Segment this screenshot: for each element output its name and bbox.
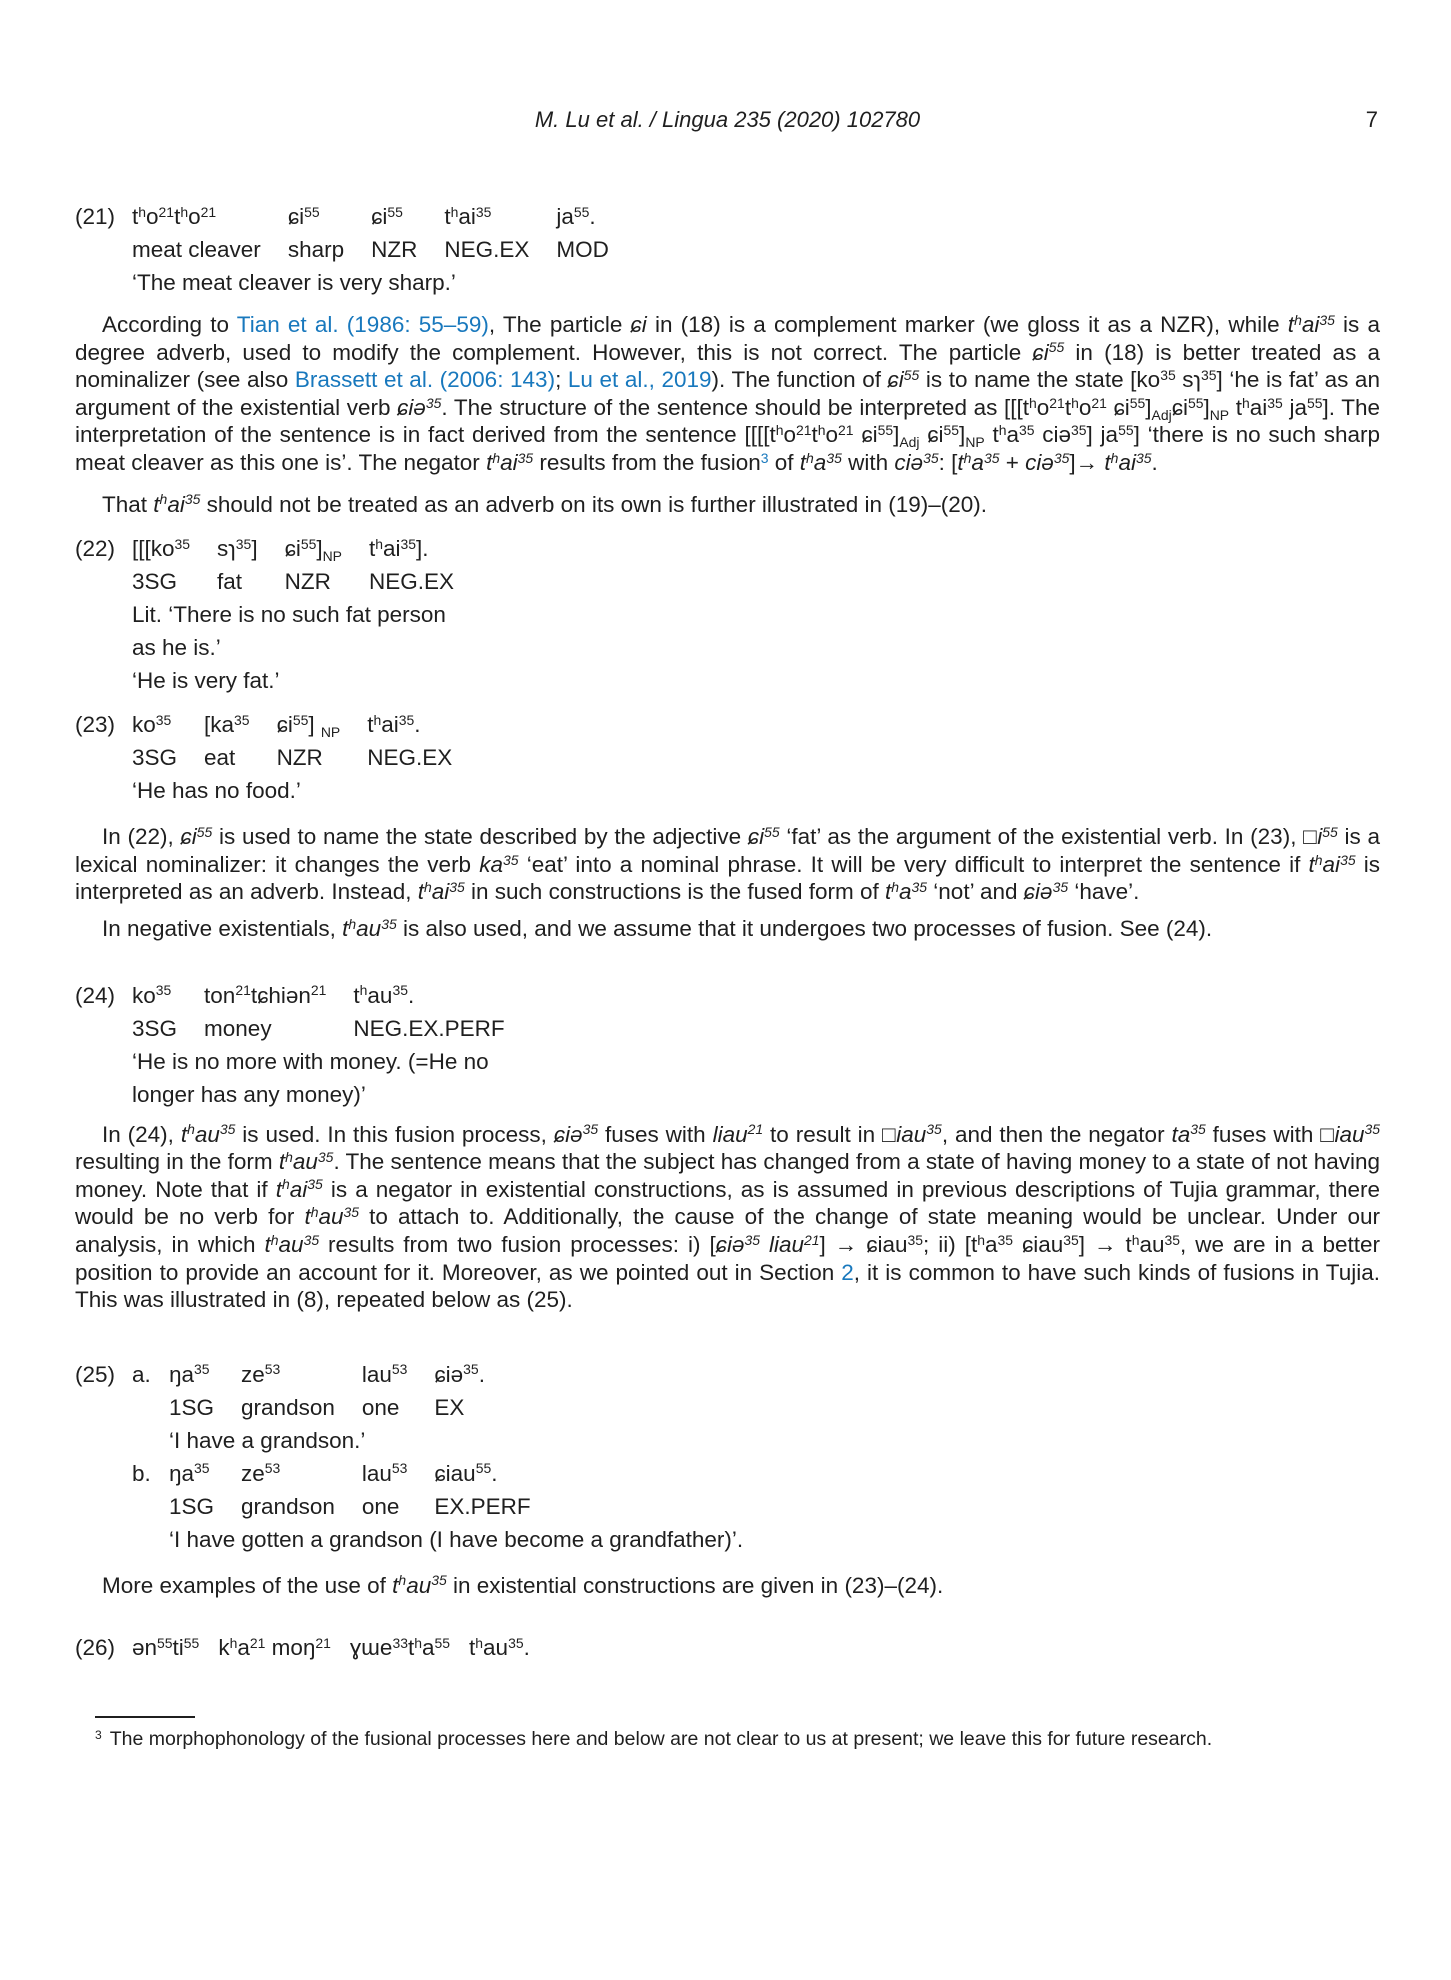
gloss-label: sharp: [287, 237, 345, 262]
gloss-label: NEG.EX.PERF: [353, 1015, 505, 1041]
example-26: [75, 1631, 1380, 1664]
translation-line: Lit. ‘There is no such fat person: [132, 602, 446, 628]
paragraph-discussion-4: In negative existentials, $t^hau^{35}$ is also used, and we assume that it undergoes two processes of fusion. See (24).: [102, 915, 1213, 941]
paragraph-discussion-3: In (22), ɕi$^{55}$ is used to name the state described by the adjective ɕi$^{55}$ ‘fat’ as the argument of the existential verb. In (23), $□i^{55}$ is a lexical nominalizer: it changes the verb $ka^{35}$ ‘eat’ into a nominal phrase. It will be very difficult to interpret the sentence if $t^hai^{35}$ is interpreted as an adverb. Instead, $t^hai^{35}$ in such constructions is the fused form of $t^ha^{35}$ ‘not’ and ɕiə$^{35}$ ‘have’.: [75, 823, 1381, 905]
footnote-body: The morphophonology of the fusional processes here and below are not clear to us at present; we leave this for future research.: [109, 1728, 1213, 1751]
phonetic-word: $ja^{55}$.: [556, 203, 596, 229]
gloss-label: EX.PERF: [434, 1493, 531, 1519]
paragraph-discussion-2: That $t^hai^{35}$ should not be treated as an adverb on its own is further illustrated in (19)–(20).: [102, 491, 988, 517]
translation-line: longer has any money)’: [132, 1081, 366, 1107]
free-translation: [169, 1523, 743, 1556]
gloss-column: [204, 708, 250, 774]
gloss-label: EX: [434, 1394, 465, 1420]
citation-link-brassett-2006[interactable]: Brassett et al. (2006: 143): [294, 367, 556, 393]
phonetic-word: [[[$ko^{35}$: [132, 535, 191, 562]
example-number: (23): [75, 712, 116, 738]
translation-line: ‘He is very fat.’: [132, 668, 280, 694]
translation-line: ‘I have gotten a grandson (I have become a grandfather)’.: [169, 1526, 744, 1552]
gloss-column: [362, 1358, 408, 1424]
footnote-area: [75, 1716, 1380, 1752]
example-number: (26): [75, 1635, 116, 1661]
gloss-label: grandson: [241, 1394, 335, 1420]
phonetic-word: lau$^{53}$: [361, 1361, 408, 1387]
sub-example-label: a.: [132, 1361, 151, 1387]
gloss-column: [169, 1457, 214, 1523]
free-translation: [132, 598, 1380, 697]
example-body: [132, 979, 1380, 1111]
footnote-rule: [95, 1716, 195, 1718]
phonetic-word: $ɕi^{55}]_{NP}$: [284, 535, 342, 564]
free-translation: [132, 1045, 1380, 1111]
page-header: [75, 107, 1380, 137]
sub-example-body: [169, 1457, 743, 1556]
gloss-column: [277, 708, 341, 774]
gloss-label: 1SG: [169, 1394, 215, 1420]
gloss-column: [444, 200, 529, 266]
example-body: [132, 1631, 1380, 1664]
phonetic-word: $ko^{35}$: [132, 711, 172, 738]
phonetic-word: ton$^{21}$tɕhiən$^{21}$: [204, 982, 327, 1008]
gloss-column: [369, 532, 454, 598]
example-body: [132, 200, 1380, 299]
phonetic-word: ɕiə$^{35}$.: [434, 1361, 485, 1387]
gloss-column: [169, 1358, 214, 1424]
phonetic-word: ɕiau$^{55}$.: [434, 1460, 498, 1486]
phonetic-word: ɕi$^{55}$: [371, 203, 403, 229]
example-22: [75, 532, 1380, 697]
gloss-column: [434, 1457, 530, 1523]
phonetic-word: $t^hai^{35}$].: [368, 535, 429, 562]
phonetic-word: [$ka^{35}$: [204, 711, 250, 738]
gloss-label: 3SG: [132, 1015, 178, 1041]
footnote-marker: 3: [95, 1728, 102, 1742]
gloss-label: 1SG: [169, 1493, 215, 1519]
phonetic-word: $t^ho^{21}t^ho^{21}$: [132, 203, 217, 229]
interlinear-gloss: [132, 200, 1380, 266]
example-body: [132, 532, 1380, 697]
free-translation: [132, 266, 1380, 299]
example-25: [75, 1358, 1380, 1556]
paragraph-discussion-6: More examples of the use of $t^hau^{35}$ in existential constructions are given in (23)–(24).: [102, 1572, 944, 1598]
phonetic-word: ɕi$^{55}$: [287, 203, 320, 229]
translation-line: ‘I have a grandson.’: [169, 1427, 366, 1453]
translation-line: ‘The meat cleaver is very sharp.’: [132, 270, 456, 295]
gloss-column: [434, 1358, 485, 1424]
interlinear-gloss: [132, 708, 1380, 774]
phonetic-word: $t^hau^{35}$.: [353, 982, 415, 1008]
footnote-ref-3[interactable]: 3: [760, 449, 769, 466]
phonetic-word: $ŋa^{35}$: [169, 1361, 210, 1387]
gloss-label: 3SG: [132, 569, 178, 595]
paragraph-discussion-1: According to Tian et al. (1986: 55–59), The particle ɕi in (18) is a complement marker (we gloss it as a NZR), while $t^hai^{35}$ is a degree adverb, used to modify the complement. However, this is not correct. The particle ɕi$^{55}$ in (18) is better treated as a nominalizer (see also Brassett et al. (2006: 143); Lu et al., 2019). The function of ɕi$^{55}$ is to name the state [$ko^{35}$ sɿ$^{35}$] ‘he is fat’ as an argument of the existential verb ɕiə$^{35}$. The structure of the sentence should be interpreted as [[[$t^ho^{21}t^ho^{21}$ $ɕi^{55}]_{Adj}ɕi^{55}]_{NP}$ $t^hai^{35}$ $ja^{55}$]. The interpretation of the sentence is in fact derived from the sentence [[[[$t^ho^{21}t^ho^{21}$ $ɕi^{55}]_{Adj}$ $ɕi^{55}]_{NP}$ $t^ha^{35}$ ciə$^{35}$] $ja^{55}$] ‘there is no such sharp meat cleaver as this one is’. The negator $t^hai^{35}$ results from the fusion$^3$ of $t^ha^{35}$ with ciə$^{35}$: [$t^ha^{35}$ + ciə$^{35}$]→ $t^hai^{35}$.: [75, 311, 1381, 475]
phonetic-word: $ən^{55}ti^{55}$: [132, 1635, 200, 1661]
phonetic-word: $t^hai^{35}$: [444, 203, 492, 229]
gloss-column: [217, 532, 258, 598]
gloss-label: MOD: [556, 237, 609, 262]
example-24: [75, 979, 1380, 1111]
citation-link-lu-2019[interactable]: Lu et al., 2019: [567, 367, 712, 393]
phonetic-word: $t^hau^{35}$.: [469, 1635, 530, 1661]
example-23: [75, 708, 1380, 807]
example-21: [75, 200, 1380, 299]
footnote-text: [75, 1726, 1380, 1752]
gloss-label: NZR: [284, 569, 331, 595]
gloss-column: [132, 708, 177, 774]
gloss-column: [353, 979, 504, 1045]
gloss-column: [288, 200, 344, 266]
gloss-column: [132, 532, 190, 598]
gloss-column: [132, 200, 261, 266]
example-body: [132, 708, 1380, 807]
interlinear-gloss: [132, 979, 1380, 1045]
phonetic-word: $t^hai^{35}$.: [367, 711, 421, 738]
phonetic-word: $ze^{53}$: [241, 1460, 281, 1486]
gloss-label: eat: [204, 745, 236, 771]
gloss-column: [241, 1457, 335, 1523]
phonetic-word: $ŋa^{35}$: [169, 1460, 210, 1486]
phonetic-word: lau$^{53}$: [361, 1460, 408, 1486]
example-body: [132, 1358, 1380, 1556]
translation-line: as he is.’: [132, 635, 221, 661]
gloss-label: 3SG: [132, 745, 178, 771]
example-number: (22): [75, 536, 116, 562]
gloss-label: NEG.EX: [367, 745, 453, 771]
phonetic-word: $ko^{35}$: [132, 982, 172, 1008]
gloss-label: NZR: [276, 745, 323, 771]
gloss-label: one: [361, 1493, 400, 1519]
phonetic-line: [132, 1631, 1380, 1664]
gloss-column: [132, 979, 177, 1045]
gloss-column: [367, 708, 452, 774]
phonetic-word: $k^ha^{21}$ moŋ$^{21}$: [218, 1635, 331, 1661]
gloss-column: [204, 979, 326, 1045]
section-2-link[interactable]: 2: [841, 1259, 854, 1285]
gloss-label: money: [204, 1015, 272, 1041]
phonetic-word: ɕi$^{55}$] $_{NP}$: [276, 711, 341, 740]
gloss-column: [556, 200, 609, 266]
gloss-label: one: [361, 1394, 400, 1420]
translation-line: ‘He is no more with money. (=He no: [132, 1048, 489, 1074]
gloss-column: [371, 200, 417, 266]
page-number: 7: [1365, 107, 1378, 132]
gloss-label: fat: [217, 569, 243, 595]
paragraph-discussion-5: In (24), $t^hau^{35}$ is used. In this fusion process, ɕiə$^{35}$ fuses with liau$^{21}$ to result in □iau$^{35}$, and then the negator $ta^{35}$ fuses with □iau$^{35}$ resulting in the form $t^hau^{35}$. The sentence means that the subject has changed from a state of having money to a state of not having money. Note that if $t^hai^{35}$ is a negator in existential constructions, as is assumed in previous descriptions of Tujia grammar, there would be no verb for $t^hau^{35}$ to attach to. Additionally, the cause of the change of state meaning would be unclear. Under our analysis, in which $t^hau^{35}$ results from two fusion processes: i) [ɕiə$^{35}$ liau$^{21}$] → ɕiau$^{35}$; ii) [$t^ha^{35}$ ɕiau$^{35}$] → $t^hau^{35}$, we are in a better position to provide an account for it. Moreover, as we pointed out in Section 2, it is common to have such kinds of fusions in Tujia. This was illustrated in (8), repeated below as (25).: [75, 1121, 1381, 1313]
interlinear-gloss: [169, 1457, 743, 1523]
interlinear-gloss: [169, 1358, 485, 1424]
gloss-column: [285, 532, 342, 598]
free-translation: [169, 1424, 485, 1457]
sub-example-label: b.: [132, 1460, 151, 1486]
free-translation: [132, 774, 1380, 807]
sub-example-body: [169, 1358, 485, 1457]
gloss-column: [241, 1358, 335, 1424]
example-number: (21): [75, 204, 116, 229]
example-number: (24): [75, 982, 116, 1008]
phonetic-word: $ɣɯe^{33}t^ha^{55}$: [349, 1635, 451, 1661]
gloss-label: NZR: [371, 237, 418, 262]
running-title: M. Lu et al. / Lingua 235 (2020) 102780: [534, 107, 921, 132]
sub-example-b: [132, 1457, 1380, 1556]
translation-line: ‘He has no food.’: [132, 778, 301, 804]
phonetic-word: $ze^{53}$: [241, 1361, 281, 1387]
example-number: (25): [75, 1361, 116, 1387]
gloss-label: grandson: [241, 1493, 335, 1519]
phonetic-word: sɿ$^{35}$]: [217, 535, 258, 562]
gloss-label: NEG.EX: [444, 237, 530, 262]
gloss-label: meat cleaver: [132, 237, 261, 262]
interlinear-gloss: [132, 532, 1380, 598]
gloss-column: [362, 1457, 408, 1523]
sub-example-a: [132, 1358, 1380, 1457]
citation-link-tian-1986[interactable]: Tian et al. (1986: 55–59): [236, 312, 489, 337]
gloss-label: NEG.EX: [368, 569, 455, 595]
